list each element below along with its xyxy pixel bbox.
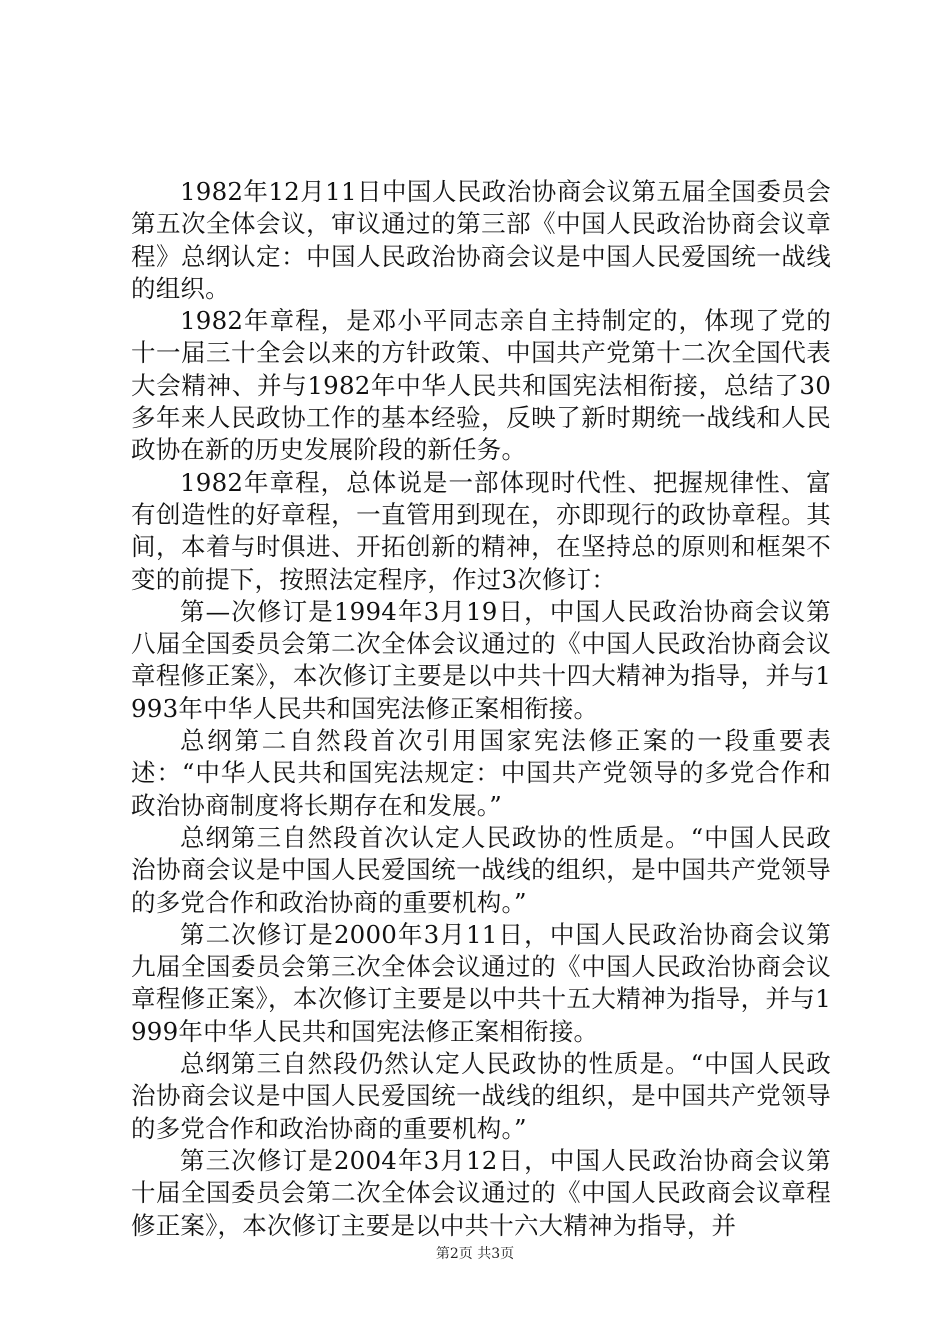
page-footer (0, 1244, 950, 1264)
document-body (131, 176, 831, 1242)
paragraph-4: 第—次修订是1994年3月19日，中国人民政治协商会议第八届全国委员会第二次全体会议通过的《中国人民政治协商会议章程修正案》，本次修订主要是以中共十四大精神为指导，并与1993年中华人民共和国宪法修正案相衔接。 (131, 596, 831, 723)
paragraph-6: 总纲第三自然段首次认定人民政协的性质是。“中国人民政治协商会议是中国人民爱国统一战线的组织，是中国共产党领导的多党合作和政治协商的重要机构。” (131, 822, 831, 917)
paragraph-5: 总纲第二自然段首次引用国家宪法修正案的一段重要表述：“中华人民共和国宪法规定：中国共产党领导的多党合作和政治协商制度将长期存在和发展。” (131, 726, 831, 820)
paragraph-7: 第二次修订是2000年3月11日，中国人民政治协商会议第九届全国委员会第三次全体会议通过的《中国人民政治协商会议章程修正案》，本次修订主要是以中共十五大精神为指导，并与1999年中华人民共和国宪法修正案相衔接。 (131, 919, 831, 1046)
paragraph-3: 1982年章程，总体说是一部体现时代性、把握规律性、富有创造性的好章程，一直管用到现在，亦即现行的政协章程。其间，本着与时俱进、开拓创新的精神，在坚持总的原则和框架不变的前提下，按照法定程序，作过3次修订： (131, 467, 831, 594)
paragraph-8: 总纲第三自然段仍然认定人民政协的性质是。“中国人民政治协商会议是中国人民爱国统一战线的组织，是中国共产党领导的多党合作和政治协商的重要机构。” (131, 1049, 831, 1143)
paragraph-2: 1982年章程，是邓小平同志亲自主持制定的，体现了党的十一届三十全会以来的方针政策、中国共产党第十二次全国代表大会精神、并与1982年中华人民共和国宪法相衔接，总结了30多年来人民政协工作的基本经验，反映了新时期统一战线和人民政协在新的历史发展阶段的新任务。 (131, 306, 831, 465)
page-number: 第2页 共3页 (435, 1246, 515, 1262)
paragraph-9: 第三次修订是2004年3月12日，中国人民政治协商会议第十届全国委员会第二次全体会议通过的《中国人民政商会议章程修正案》，本次修订主要是以中共十六大精神为指导，并 (131, 1145, 831, 1240)
paragraph-1: 1982年12月11日中国人民政治协商会议第五届全国委员会第五次全体会议，审议通过的第三部《中国人民政治协商会议章程》总纲认定：中国人民政治协商会议是中国人民爱国统一战线的组织。 (131, 177, 831, 303)
